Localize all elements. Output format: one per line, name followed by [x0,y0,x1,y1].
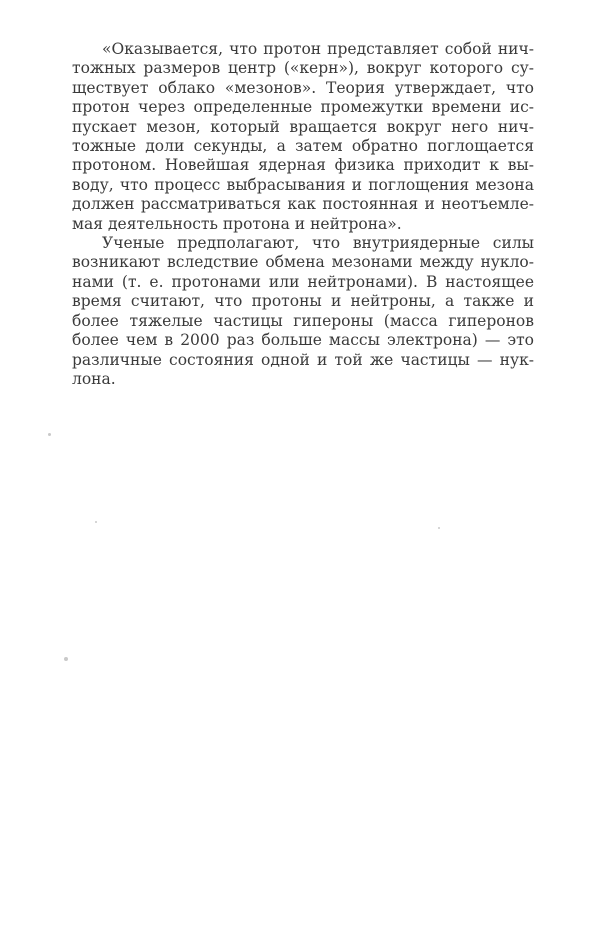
text-line: более чем в 2000 раз больше массы электрона) — это [72,331,534,350]
paragraph-1 [72,40,534,234]
text-line: Ученые предполагают, что внутриядерные силы [102,234,534,253]
text-line: должен рассматриваться как постоянная и неотъемле- [72,195,534,214]
text-line: мая деятельность протона и нейтрона». [72,214,402,233]
text-line: протоном. Новейшая ядерная физика приходит к вы- [72,156,534,175]
paragraph-2 [72,234,534,389]
text-line: протон через определенные промежутки времени ис- [72,98,534,117]
text-line: возникают вследствие обмена мезонами между нукло- [72,253,534,272]
scan-speck [48,433,51,436]
text-line: тожные доли секунды, а затем обратно поглощается [72,137,534,156]
scan-speck [438,527,440,529]
text-line: нами (т. е. протонами или нейтронами). В настоящее [72,272,534,291]
text-line: пускает мезон, который вращается вокруг него нич- [72,117,534,136]
text-line: время считают, что протоны и нейтроны, а также и [72,292,534,311]
text-line: воду, что процесс выбрасывания и поглощения мезона [72,175,534,194]
scan-speck [64,657,68,661]
text-line: тожных размеров центр («керн»), вокруг которого су- [72,59,534,78]
scan-speck [95,521,97,523]
text-line: «Оказывается, что протон представляет собой нич- [102,40,534,58]
text-line: более тяжелые частицы гипероны (масса гиперонов [72,311,534,330]
text-line: лона. [72,369,116,388]
text-block [72,40,534,389]
text-line: ществует облако «мезонов». Теория утверждает, что [72,78,534,97]
text-line: различные состояния одной и той же частицы — нук- [72,350,534,369]
